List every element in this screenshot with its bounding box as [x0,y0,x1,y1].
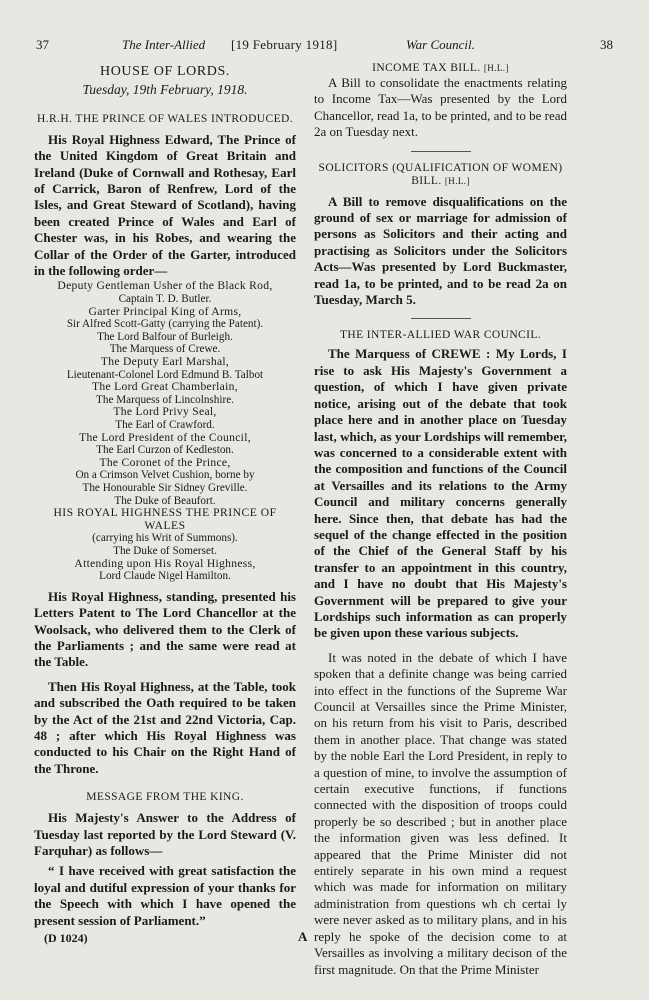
procession-line: The Duke of Somerset. [113,544,217,557]
procession-line: On a Crimson Velvet Cushion, borne by [75,469,255,482]
procession-line: The Lord President of the Council, [79,430,251,444]
section-heading-income-tax [314,62,567,75]
house-heading: HOUSE OF LORDS. [100,64,230,79]
procession-line: The Earl Curzon of Kedleston. [96,444,234,457]
procession-line: The Honourable Sir Sidney Greville. [82,481,248,494]
divider [411,318,471,319]
procession-line: Deputy Gentleman Usher of the Black Rod, [57,279,273,293]
page-number-right: 38 [600,37,613,52]
header-title: The Inter-Allied [122,37,206,52]
house-tag: [H.L.] [483,63,509,73]
procession-line: HIS ROYAL HIGHNESS THE PRINCE OF WALES [53,506,277,532]
quoted-message: “ I have received with great satisfaction the loyal and dutiful expression of your thanks for the Speech with which I have opened the present session of Parliament.” [34,863,296,928]
procession-line: Captain T. D. Butler. [118,293,212,306]
heading-text: SOLICITORS (QUALIFICATION OF WOMEN) BILL. [318,161,563,187]
procession-line: The Lord Great Chamberlain, [92,380,238,394]
paragraph-debate: It was noted in the debate of which I have spoken that a definite change was being carried into effect in the functions of the Supreme War Council at Versailles since the Prime Minister, on his return from his visit to Paris, described them in another place. That change was stated by the noble Earl the Lord President, in reply to a question of mine, to involve the assumption of certain executive functions, if functions connected with the disposition of troops could properly be so described ; but in another place the information given was less defined. It appeared that the Prime Minister did not entirely separate in his own mind a request which was made for information on military administration from questions wh ch certai ly were never asked as to military plans, and in his reply he spoke of the decision come to at Versailles as involving a military decison of the first magnitude. On that the Prime Minister [314,649,567,977]
paragraph-oath: Then His Royal Highness, at the Table, took and subscribed the Oath required to be taken by the Act of the 21st and 22nd Victoria, Cap. 48 ; after which His Royal Highness was conducted to his Chair on the Right Hand of the Throne. [34,678,296,776]
procession-line: The Marquess of Lincolnshire. [96,393,234,406]
procession-line: (carrying his Writ of Summons). [92,532,238,545]
print-code: (D 1024) [44,931,88,945]
section-heading-prince: H.R.H. THE PRINCE OF WALES INTRODUCED. [37,112,293,125]
right-column [314,62,567,978]
procession-line: Lord Claude Nigel Hamilton. [99,570,231,583]
page-number-left: 37 [36,37,49,52]
paragraph-answer: His Majesty's Answer to the Address of Tuesday last reported by the Lord Steward (V. Farquhar) as follows— [34,810,296,858]
signature-mark: A [298,929,308,944]
procession-line: Lieutenant-Colonel Lord Edmund B. Talbot [66,368,264,381]
sitting-date: Tuesday, 19th February, 1918. [82,82,248,98]
procession-line: Attending upon His Royal Highness, [74,556,256,570]
procession-line: The Deputy Earl Marshal, [100,355,230,369]
procession-line: The Coronet of the Prince, [99,455,231,469]
house-tag: [H.L.] [444,175,470,186]
procession-line: Sir Alfred Scott-Gatty (carrying the Patent). [66,318,264,331]
heading-text: INCOME TAX BILL. [372,62,481,74]
header-council: War Council. [406,37,475,52]
left-column [34,62,296,929]
running-header [36,37,613,55]
section-heading-message: MESSAGE FROM THE KING. [86,791,244,804]
procession-line: The Lord Privy Seal, [113,405,217,419]
paragraph-income-tax: A Bill to consolidate the enactments relating to Income Tax—Was presented by the Lord Chancellor, read 1a, to be printed, and to be read 2a on Tuesday next. [314,75,567,140]
divider [411,151,471,152]
procession-line: The Marquess of Crewe. [109,343,221,356]
procession-line: Garter Principal King of Arms, [88,304,242,318]
procession-line: The Lord Balfour of Burleigh. [97,330,233,343]
paragraph-introduction: His Royal Highness Edward, The Prince of the United Kingdom of Great Britain and Ireland (Duke of Cornwall and Rothesay, Earl of Carrick, Baron of Renfrew, Lord of the Isles, and Great Steward of Scotland), having been created Prince of Wales and Earl of Chester was, in his Robes, and wearing the Collar of the Order of the Garter, introduced in the following order— [34,131,296,279]
procession-line: The Earl of Crawford. [115,419,215,431]
section-heading-war-council: THE INTER-ALLIED WAR COUNCIL. [339,329,542,342]
section-heading-solicitors [314,162,567,188]
paragraph-solicitors: A Bill to remove disqualifications on the ground of sex or marriage for admission of persons as Solicitors and their acting and practising as Solicitors under the Solicitors Acts—Was presented by Lord Buckmaster, read 1a, to be printed, and to be read 2a on Tuesday, March 5. [314,193,567,308]
procession-list [34,280,296,582]
header-date: [19 February 1918] [231,37,338,52]
paragraph-crewe-question: The Marquess of CREWE : My Lords, I rise to ask His Majesty's Government a question, of which I have given private notice, arising out of the debate that took place here and in another place on Tuesday last, which, as your Lordships will remember, was concerned to a considerable extent with the composition and functions of the Council at Versailles and its relations to the Army Council and military concerns generally here. Since then, that debate has had the sequel of the change effected in the position of the Chief of the General Staff by his transfer to an appointment in this country, and I have no doubt that His Majesty's Government will be prepared to give your Lordships such information as can properly be given upon these various subjects. [314,346,567,641]
paragraph-letters-patent: His Royal Highness, standing, presented his Letters Patent to The Lord Chancellor at the Woolsack, who delivered them to the Clerk of the Parliaments ; and the same were read at the Table. [34,588,296,670]
procession-line: The Duke of Beaufort. [114,494,216,507]
